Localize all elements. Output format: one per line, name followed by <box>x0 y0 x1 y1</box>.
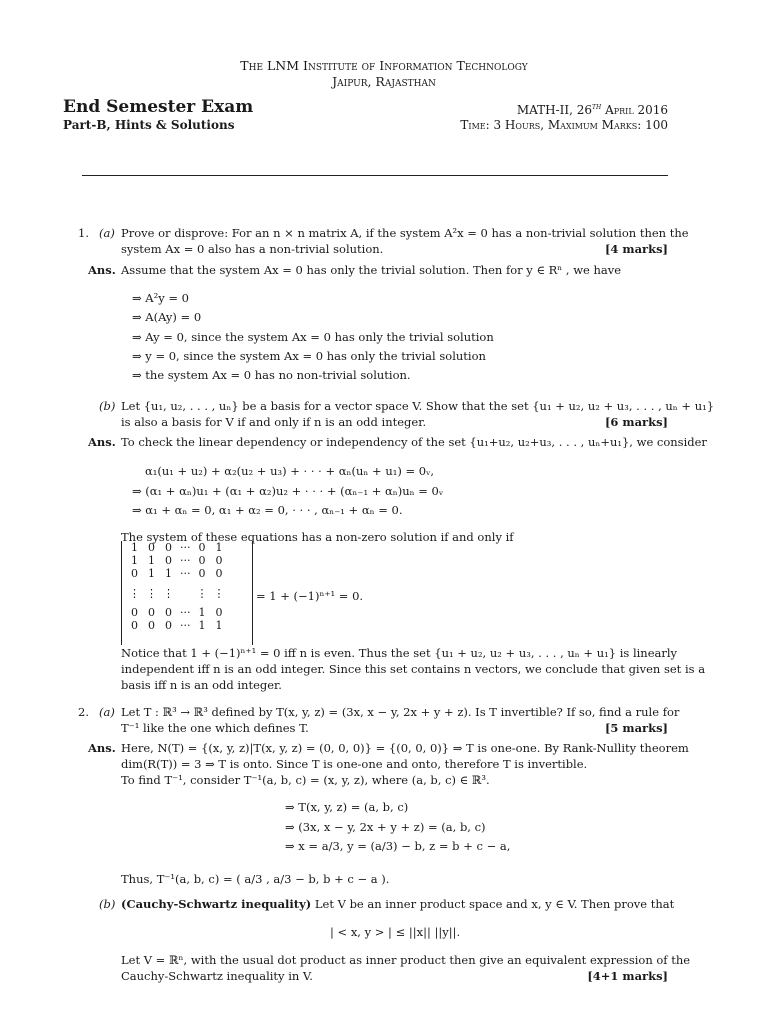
q2a-step: ⇒ (3x, x − y, 2x + y + z) = (a, b, c) <box>285 820 486 834</box>
q2b-line1-rest: Let V be an inner product space and x, y ∈ V. Then prove that <box>311 897 675 911</box>
matrix-cell: ⋮ <box>163 586 174 600</box>
matrix-cell: ⋮ <box>196 586 208 600</box>
determinant-result: = 1 + (−1)ⁿ⁺¹ = 0. <box>256 589 364 603</box>
q2b-question-line2: Let V = ℝⁿ, with the usual dot product as inner product then give an equivalent expression of the <box>121 953 691 967</box>
matrix-cell: ··· <box>180 554 191 567</box>
q1a-step: ⇒ Ay = 0, since the system Ax = 0 has only the trivial solution <box>132 330 494 344</box>
q1b-ans-line: To check the linear dependency or independency of the set {u₁+u₂, u₂+u₃, . . . , uₙ+u₁}, we consider <box>121 435 707 449</box>
q1a-step: ⇒ A(Ay) = 0 <box>132 310 202 324</box>
matrix-cell: 1 <box>148 567 155 580</box>
q2a-label: (a) <box>99 705 115 719</box>
q1b-question-line1: Let {u₁, u₂, . . . , uₙ} be a basis for a vector space V. Show that the set {u₁ + u₂, u₂ + u₃, . . . , uₙ + u₁} <box>121 399 715 413</box>
matrix-cell: 0 <box>165 554 172 567</box>
q1b-conclusion: independent iff n is an odd integer. Since this set contains n vectors, we conclude that given set is a <box>121 662 706 676</box>
q1b-conclusion: basis iff n is an odd integer. <box>121 678 282 692</box>
exam-title: End Semester Exam <box>63 97 254 117</box>
matrix-cell: ··· <box>180 567 191 580</box>
q1a-step: ⇒ y = 0, since the system Ax = 0 has only the trivial solution <box>132 349 486 363</box>
q1a-question-line1: Prove or disprove: For an n × n matrix A, if the system A²x = 0 has a non-trivial solution then the <box>121 226 689 240</box>
header-divider <box>82 175 668 176</box>
matrix-cell: 0 <box>215 606 223 619</box>
q1-number: 1. <box>78 226 89 240</box>
q2b-question-line1 <box>121 897 674 911</box>
matrix-cell: 0 <box>215 554 223 567</box>
q2b-marks: [4+1 marks] <box>587 969 668 983</box>
institute-name: The LNM Institute of Information Technology <box>240 58 528 73</box>
matrix-cell: 1 <box>165 567 172 580</box>
q1b-equation: ⇒ α₁ + αₙ = 0, α₁ + α₂ = 0, · · · , αₙ₋₁ + αₙ = 0. <box>132 503 403 517</box>
matrix-row <box>126 554 228 567</box>
q1a-step: ⇒ the system Ax = 0 has no non-trivial solution. <box>132 368 411 382</box>
matrix-cell: 0 <box>165 541 172 554</box>
determinant-matrix <box>121 541 253 645</box>
matrix-row <box>126 567 228 580</box>
institute-location: Jaipur, Rajasthan <box>332 74 436 89</box>
q2b-label: (b) <box>99 897 116 911</box>
q2a-step: ⇒ x = a/3, y = (a/3) − b, z = b + c − a, <box>285 839 511 853</box>
matrix-cell: 1 <box>198 619 206 632</box>
q2a-inverse-result: Thus, T⁻¹(a, b, c) = ( a/3 , a/3 − b, b + c − a ). <box>121 872 390 886</box>
matrix-cell <box>177 580 194 606</box>
q1b-question-line2: is also a basis for V if and only if n is an odd integer. <box>121 415 427 429</box>
matrix-cell: 0 <box>131 619 138 632</box>
matrix-cell: 0 <box>131 567 138 580</box>
q1b-system-line: The system of these equations has a non-zero solution if and only if <box>121 530 514 544</box>
q1b-conclusion: Notice that 1 + (−1)ⁿ⁺¹ = 0 iff n is even. Thus the set {u₁ + u₂, u₂ + u₃, . . . , uₙ + u₁} is linearly <box>121 646 678 660</box>
q1a-marks: [4 marks] <box>604 242 668 256</box>
time-marks: Time: 3 Hours, Maximum Marks: 100 <box>460 118 668 132</box>
matrix-cell: 1 <box>148 554 155 567</box>
matrix-cell: ⋮ <box>146 586 157 600</box>
q1b-marks: [6 marks] <box>604 415 668 429</box>
q2a-question-line2: T⁻¹ like the one which defines T. <box>121 721 309 735</box>
course-date-post: April 2016 <box>601 103 668 117</box>
q1a-ans-line: Assume that the system Ax = 0 has only the trivial solution. Then for y ∈ Rⁿ , we have <box>121 263 622 277</box>
q2a-ans-label: Ans. <box>88 741 116 755</box>
matrix-cell: 0 <box>165 619 172 632</box>
course-date <box>517 102 668 117</box>
course-date-sup: th <box>592 102 602 111</box>
q1b-ans-label: Ans. <box>88 435 116 449</box>
matrix-cell: 0 <box>198 567 206 580</box>
matrix-cell: 0 <box>198 554 206 567</box>
cauchy-schwartz-inequality: | < x, y > | ≤ ||x|| ||y||. <box>330 925 461 939</box>
matrix-cell: 0 <box>148 619 155 632</box>
q2a-ans-line: Here, N(T) = {(x, y, z)|T(x, y, z) = (0, 0, 0)} = {(0, 0, 0)} ⇒ T is one-one. By Rank-Nullity theorem <box>121 741 689 755</box>
q2b-question-line3: Cauchy-Schwartz inequality in V. <box>121 969 313 983</box>
matrix-cell: 1 <box>131 541 138 554</box>
q1b-equation: ⇒ (α₁ + αₙ)u₁ + (α₁ + α₂)u₂ + · · · + (αₙ₋₁ + αₙ)uₙ = 0ᵥ <box>132 484 444 498</box>
matrix-cell: 0 <box>131 606 138 619</box>
q1a-label: (a) <box>99 226 115 240</box>
matrix-row <box>126 580 228 606</box>
matrix-cell: 0 <box>148 606 155 619</box>
matrix-cell: 0 <box>215 567 223 580</box>
q1a-step: ⇒ A²y = 0 <box>132 291 189 305</box>
matrix-cell: 1 <box>131 554 138 567</box>
matrix-cell: ··· <box>180 619 191 632</box>
exam-subtitle: Part-B, Hints & Solutions <box>63 118 235 132</box>
matrix-cell: 1 <box>215 619 223 632</box>
matrix-cell: 1 <box>215 541 223 554</box>
q2a-ans-line: dim(R(T)) = 3 ⇒ T is onto. Since T is one-one and onto, therefore T is invertible. <box>121 757 588 771</box>
matrix-cell: 0 <box>148 541 155 554</box>
matrix-cell: 0 <box>165 606 172 619</box>
q2a-question-line1: Let T : ℝ³ → ℝ³ defined by T(x, y, z) = (3x, x − y, 2x + y + z). Is T invertible? If so, find a rule for <box>121 705 680 719</box>
matrix-row <box>126 619 228 632</box>
matrix-cell: 0 <box>198 541 206 554</box>
course-date-pre: MATH-II, 26 <box>516 103 593 117</box>
q1a-question-line2: system Ax = 0 also has a non-trivial solution. <box>121 242 384 256</box>
q1a-ans-label: Ans. <box>88 263 116 277</box>
matrix-row <box>126 541 228 554</box>
matrix-cell: ⋮ <box>129 586 140 600</box>
matrix-cell: ⋮ <box>213 586 225 600</box>
q1b-label: (b) <box>99 399 116 413</box>
q2a-step: ⇒ T(x, y, z) = (a, b, c) <box>285 800 409 814</box>
matrix-cell: 1 <box>198 606 206 619</box>
matrix-cell: ··· <box>180 541 191 554</box>
matrix-cell: ··· <box>180 606 191 619</box>
q2-number: 2. <box>78 705 89 719</box>
q2b-title: (Cauchy-Schwartz inequality) <box>121 897 312 911</box>
matrix-row <box>126 606 228 619</box>
q1b-equation: α₁(u₁ + u₂) + α₂(u₂ + u₃) + · · · + αₙ(uₙ + u₁) = 0ᵥ, <box>145 464 435 478</box>
q2a-marks: [5 marks] <box>604 721 668 735</box>
q2a-ans-line: To find T⁻¹, consider T⁻¹(a, b, c) = (x, y, z), where (a, b, c) ∈ ℝ³. <box>121 773 490 787</box>
